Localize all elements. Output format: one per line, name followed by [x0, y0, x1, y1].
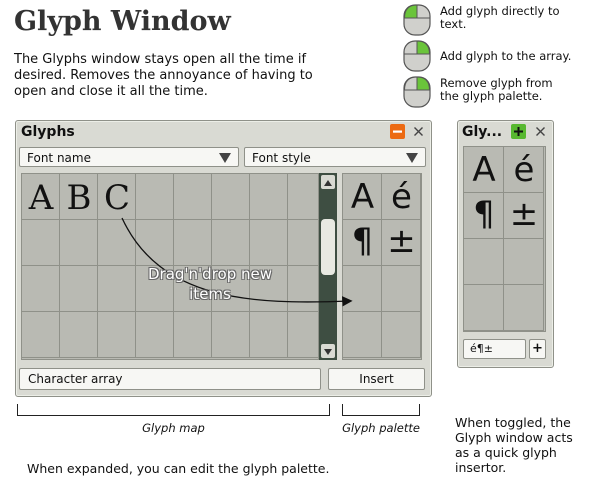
glyph-map-cell[interactable]: [98, 220, 136, 266]
font-name-select[interactable]: [19, 147, 239, 167]
glyph-map-cell[interactable]: [98, 312, 136, 358]
glyph-palette-cell[interactable]: [343, 312, 382, 358]
mini-glyph-palette: [463, 146, 546, 332]
glyph-palette-cell[interactable]: [382, 312, 421, 358]
arrow-up-icon: [321, 176, 335, 190]
glyph-map-cell[interactable]: [288, 220, 319, 266]
close-icon: [533, 124, 548, 139]
legend-both-click: [402, 76, 587, 108]
insert-button[interactable]: Insert: [328, 368, 425, 390]
dropdown-arrow-icon: [219, 153, 231, 163]
expanded-note: When expanded, you can edit the glyph palette.: [27, 461, 330, 476]
glyph-map-cell[interactable]: [22, 312, 60, 358]
mini-palette-cell[interactable]: [504, 239, 544, 285]
dropdown-arrow-icon: [406, 153, 418, 163]
glyph-map-scrollbar[interactable]: [319, 173, 337, 360]
glyph-palette-bracket: [342, 404, 420, 416]
glyphs-mini-window: [457, 120, 554, 368]
glyph-map-cell[interactable]: [212, 174, 250, 220]
mini-window-title: Gly...: [462, 124, 503, 140]
glyphs-window: [15, 120, 432, 397]
close-icon: [411, 124, 426, 139]
glyph-map-cell[interactable]: [60, 220, 98, 266]
palette-cell-e-acute[interactable]: é: [391, 177, 412, 217]
drag-drop-label: Drag'n'drop new items: [148, 265, 273, 303]
mini-close-button[interactable]: [533, 124, 548, 139]
mini-palette-cell[interactable]: [464, 285, 504, 331]
glyph-map-cell-a[interactable]: A: [28, 178, 54, 218]
glyph-map-cell[interactable]: [136, 312, 174, 358]
palette-cell-plus-minus[interactable]: ±: [387, 221, 416, 261]
mini-palette-cell-a[interactable]: A: [472, 150, 496, 190]
glyph-palette-cell[interactable]: [382, 266, 421, 312]
scroll-thumb[interactable]: [321, 219, 335, 275]
mini-add-button[interactable]: +: [529, 339, 546, 359]
glyph-map-cell[interactable]: [212, 220, 250, 266]
glyph-map-bracket: [17, 404, 330, 416]
glyph-map-cell[interactable]: [136, 220, 174, 266]
mini-character-array-field[interactable]: [463, 339, 526, 359]
arrow-down-icon: [321, 345, 335, 359]
mini-palette-cell-pilcrow[interactable]: ¶: [473, 194, 495, 234]
character-array-value: Character array: [28, 372, 123, 386]
glyph-map-cell[interactable]: [22, 266, 60, 312]
mini-palette-cell[interactable]: [464, 239, 504, 285]
glyph-map-cell[interactable]: [60, 312, 98, 358]
glyph-map-cell[interactable]: [288, 266, 319, 312]
glyph-map-caption: Glyph map: [142, 421, 205, 435]
glyph-map-cell[interactable]: [250, 220, 288, 266]
mouse-left-click-icon: [402, 4, 432, 36]
legend-text: Remove glyph from the glyph palette.: [440, 76, 553, 103]
glyph-map-cell[interactable]: [98, 266, 136, 312]
mini-character-array-value: é¶±: [470, 342, 493, 355]
glyph-map-cell[interactable]: [288, 312, 319, 358]
glyph-map-cell[interactable]: [250, 312, 288, 358]
legend-text: Add glyph directly to text.: [440, 4, 560, 31]
mouse-both-click-icon: [402, 76, 432, 108]
glyph-palette-cell[interactable]: [343, 266, 382, 312]
minimize-button[interactable]: [390, 124, 405, 139]
glyph-map-cell[interactable]: [288, 174, 319, 220]
character-array-field[interactable]: [19, 368, 321, 390]
mini-palette-cell-e-acute[interactable]: é: [513, 150, 535, 190]
legend-left-click: [402, 4, 587, 36]
palette-cell-a[interactable]: A: [350, 177, 375, 217]
font-name-value: Font name: [27, 151, 91, 165]
legend-right-click: [402, 40, 587, 72]
minus-icon: [390, 124, 405, 139]
glyph-map-cell[interactable]: [136, 174, 174, 220]
scroll-down-button[interactable]: [321, 344, 335, 358]
font-style-select[interactable]: [244, 147, 426, 167]
expand-button[interactable]: [511, 124, 526, 139]
glyph-palette-caption: Glyph palette: [342, 421, 420, 435]
glyph-map-cell[interactable]: [174, 220, 212, 266]
glyph-map-cell-b[interactable]: B: [66, 178, 92, 218]
page-title: Glyph Window: [14, 6, 231, 37]
scroll-up-button[interactable]: [321, 175, 335, 189]
glyph-map-cell[interactable]: [60, 266, 98, 312]
glyph-map-cell[interactable]: [174, 174, 212, 220]
legend-text: Add glyph to the array.: [440, 49, 572, 63]
intro-text: The Glyphs window stays open all the time if desired. Removes the annoyance of having to open and close it all the time.: [14, 52, 313, 99]
glyph-map-cell[interactable]: [212, 312, 250, 358]
toggled-note: When toggled, the Glyph window acts as a quick glyph insertor.: [455, 415, 573, 475]
close-button[interactable]: [411, 124, 426, 139]
mini-palette-cell[interactable]: [504, 285, 544, 331]
glyph-palette: [342, 173, 422, 360]
glyph-map-cell[interactable]: [174, 312, 212, 358]
plus-icon: [511, 124, 526, 139]
font-style-value: Font style: [252, 151, 311, 165]
window-title: Glyphs: [21, 124, 75, 140]
glyph-map-cell[interactable]: [250, 174, 288, 220]
mouse-right-click-icon: [402, 40, 432, 72]
palette-cell-pilcrow[interactable]: ¶: [351, 221, 374, 261]
mini-palette-cell-plus-minus[interactable]: ±: [509, 194, 539, 234]
glyph-map-cell[interactable]: [22, 220, 60, 266]
glyph-map-cell-c[interactable]: C: [103, 178, 130, 218]
